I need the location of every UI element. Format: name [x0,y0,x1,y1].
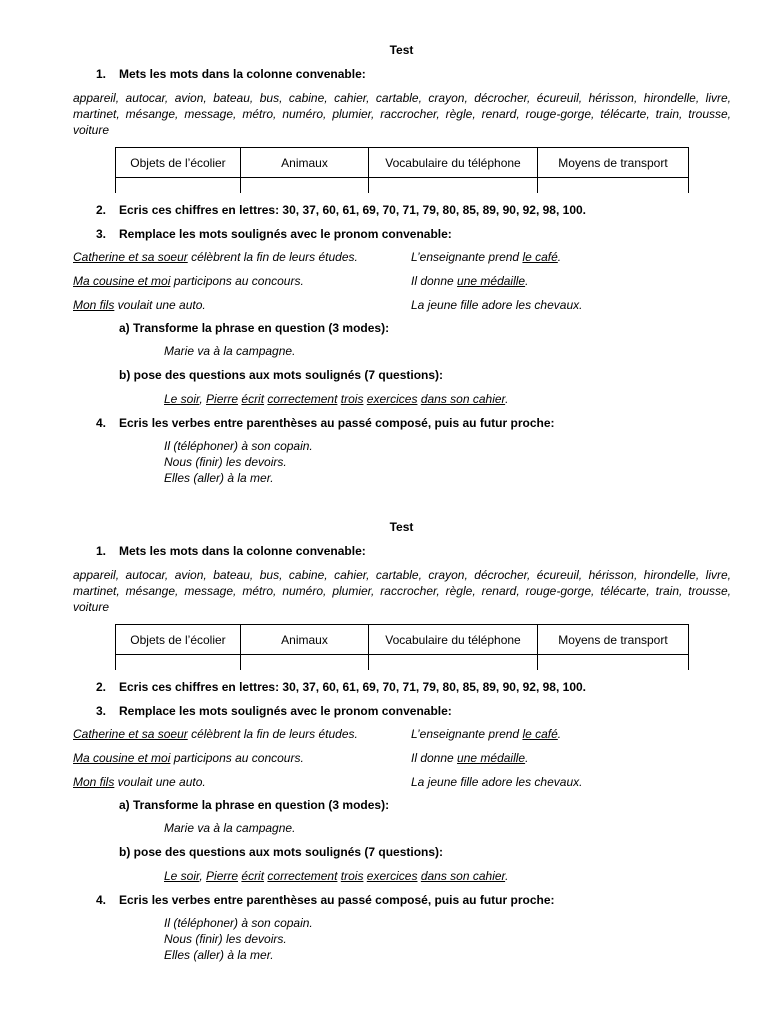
question-number: 1. [96,544,107,558]
question-label: Ecris ces chiffres en lettres: 30, 37, 60, 61, 69, 70, 71, 79, 80, 85, 89, 90, 92, 98, 100. [119,203,586,217]
table-cell [241,655,369,671]
word-list: appareil, autocar, avion, bateau, bus, cabine, cahier, cartable, crayon, décrocher, écureuil, hérisson, hirondelle, livre, martinet, mésange, message, métro, numéro, plumier, raccrocher, règle, renard, rouge-gorge, télécarte, train, trousse, voiture [73,568,731,614]
sentence: La jeune fille adore les chevaux. [411,775,583,789]
column-header: Moyens de transport [538,148,689,178]
verb-line: Nous (finir) les devoirs. [164,455,287,469]
table-cell [116,178,241,194]
sentence: Catherine et sa soeur célèbrent la fin de leurs études. [73,250,358,264]
sentence: Mon fils voulait une auto. [73,298,206,312]
category-table [115,147,689,193]
sentence: Mon fils voulait une auto. [73,775,206,789]
question-number: 4. [96,416,107,430]
question-label: Mets les mots dans la colonne convenable: [119,67,366,81]
sentence: L’enseignante prend le café. [411,727,562,741]
question-number: 2. [96,680,107,694]
question-label: Ecris les verbes entre parenthèses au passé composé, puis au futur proche: [119,416,555,430]
column-header: Animaux [241,148,369,178]
verb-line: Nous (finir) les devoirs. [164,932,287,946]
column-header: Vocabulaire du téléphone [369,148,538,178]
subquestion-b-label: b) pose des questions aux mots soulignés (7 questions): [119,368,444,382]
sentence: Ma cousine et moi participons au concours. [73,751,304,765]
table-cell [538,655,689,671]
question-number: 2. [96,203,107,217]
column-header: Objets de l’écolier [116,148,241,178]
word-list: appareil, autocar, avion, bateau, bus, cabine, cahier, cartable, crayon, décrocher, écureuil, hérisson, hirondelle, livre, martinet, mésange, message, métro, numéro, plumier, raccrocher, règle, renard, rouge-gorge, télécarte, train, trousse, voiture [73,91,731,137]
sentence: Il donne une médaille. [411,751,529,765]
sentence: Ma cousine et moi participons au concours. [73,274,304,288]
question-label: Ecris ces chiffres en lettres: 30, 37, 60, 61, 69, 70, 71, 79, 80, 85, 89, 90, 92, 98, 100. [119,680,586,694]
test-block-2 [0,477,768,962]
test-title: Test [389,520,414,534]
verb-line: Il (téléphoner) à son copain. [164,439,313,453]
test-title: Test [389,43,414,57]
column-header: Moyens de transport [538,625,689,655]
sentence: Il donne une médaille. [411,274,529,288]
table-cell [538,178,689,194]
subquestion-a-sentence: Marie va à la campagne. [164,344,296,358]
table-cell [369,655,538,671]
table-cell [241,178,369,194]
number-list: 30, 37, 60, 61, 69, 70, 71, 79, 80, 85, 89, 90, 92, 98, 100. [282,680,586,694]
subquestion-b-sentence: Le soir, Pierre écrit correctement trois exercices dans son cahier. [164,869,509,883]
column-header: Objets de l’écolier [116,625,241,655]
number-list: 30, 37, 60, 61, 69, 70, 71, 79, 80, 85, 89, 90, 92, 98, 100. [282,203,586,217]
question-label: Mets les mots dans la colonne convenable: [119,544,366,558]
question-number: 4. [96,893,107,907]
table-cell [369,178,538,194]
sentence: La jeune fille adore les chevaux. [411,298,583,312]
question-number: 1. [96,67,107,81]
subquestion-a-sentence: Marie va à la campagne. [164,821,296,835]
column-header: Vocabulaire du téléphone [369,625,538,655]
verb-line: Il (téléphoner) à son copain. [164,916,313,930]
question-number: 3. [96,704,107,718]
subquestion-a-label: a) Transforme la phrase en question (3 modes): [119,798,390,812]
test-block-1 [0,0,768,485]
sentence: L’enseignante prend le café. [411,250,562,264]
question-label: Remplace les mots soulignés avec le pronom convenable: [119,704,452,718]
question-number: 3. [96,227,107,241]
subquestion-b-label: b) pose des questions aux mots soulignés (7 questions): [119,845,444,859]
verb-line: Elles (aller) à la mer. [164,471,274,485]
column-header: Animaux [241,625,369,655]
subquestion-b-sentence: Le soir, Pierre écrit correctement trois exercices dans son cahier. [164,392,509,406]
question-label: Ecris les verbes entre parenthèses au passé composé, puis au futur proche: [119,893,555,907]
sentence: Catherine et sa soeur célèbrent la fin de leurs études. [73,727,358,741]
question-label: Remplace les mots soulignés avec le pronom convenable: [119,227,452,241]
subquestion-a-label: a) Transforme la phrase en question (3 modes): [119,321,390,335]
category-table [115,624,689,670]
verb-line: Elles (aller) à la mer. [164,948,274,962]
table-cell [116,655,241,671]
